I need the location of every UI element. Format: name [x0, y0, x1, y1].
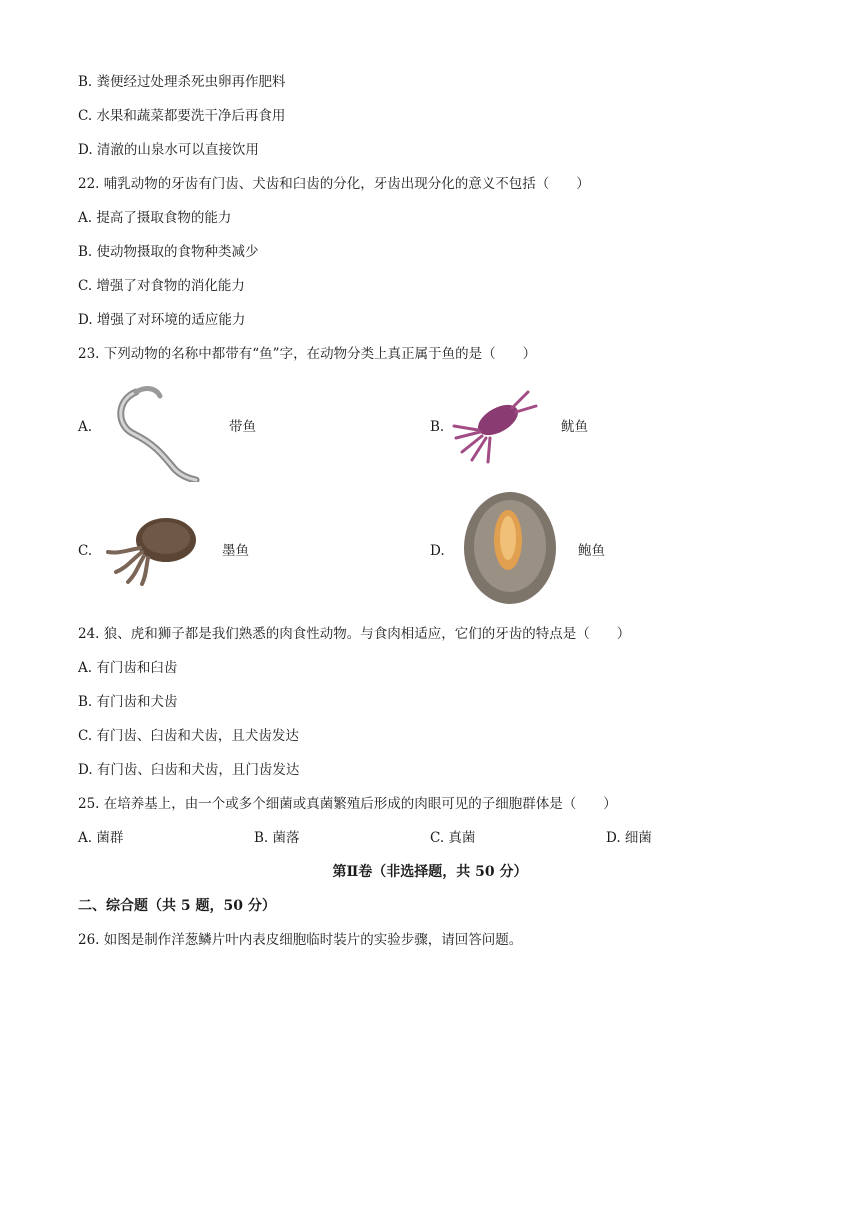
q23-option-b-letter: B.: [430, 419, 445, 435]
ribbonfish-image: [106, 378, 202, 482]
q23-option-c-name: 墨鱼: [222, 543, 249, 559]
q23-option-a-name: 带鱼: [229, 419, 256, 435]
q24-stem: 24. 狼、虎和狮子都是我们熟悉的肉食性动物。与食肉相适应，它们的牙齿的特点是（ ）: [78, 626, 631, 642]
part-2-heading: 二、综合题（共 5 题，50 分）: [78, 898, 276, 914]
q26-stem: 26. 如图是制作洋葱鳞片叶内表皮细胞临时装片的实验步骤，请回答问题。: [78, 932, 523, 948]
q23-option-a-letter: A.: [78, 419, 93, 435]
section-2-title: 第Ⅱ卷（非选择题，共 50 分）: [332, 864, 528, 880]
option-c-prev: C. 水果和蔬菜都要洗干净后再食用: [78, 108, 286, 124]
option-b-prev: B. 粪便经过处理杀死虫卵再作肥料: [78, 74, 286, 90]
q23-option-d-letter: D.: [430, 543, 445, 559]
q25-option-c: C. 真菌: [430, 830, 476, 846]
q24-option-b: B. 有门齿和犬齿: [78, 694, 178, 710]
q23-stem: 23. 下列动物的名称中都带有“鱼”字，在动物分类上真正属于鱼的是（ ）: [78, 346, 537, 362]
q23-option-b-name: 鱿鱼: [561, 419, 588, 435]
q22-option-a: A. 提高了摄取食物的能力: [78, 210, 232, 226]
q24-option-c: C. 有门齿、臼齿和犬齿，且犬齿发达: [78, 728, 299, 744]
cuttlefish-image: [102, 508, 200, 586]
q24-option-d: D. 有门齿、臼齿和犬齿，且门齿发达: [78, 762, 300, 778]
q25-option-d: D. 细菌: [606, 830, 652, 846]
q22-option-b: B. 使动物摄取的食物种类减少: [78, 244, 259, 260]
q25-stem: 25. 在培养基上，由一个或多个细菌或真菌繁殖后形成的肉眼可见的子细胞群体是（ ）: [78, 796, 617, 812]
q22-option-c: C. 增强了对食物的消化能力: [78, 278, 245, 294]
abalone-image: [456, 488, 560, 608]
q22-option-d: D. 增强了对环境的适应能力: [78, 312, 246, 328]
squid-image: [448, 380, 538, 464]
q25-option-b: B. 菌落: [254, 830, 300, 846]
q24-option-a: A. 有门齿和臼齿: [78, 660, 178, 676]
q23-option-d-name: 鲍鱼: [578, 543, 605, 559]
q25-option-a: A. 菌群: [78, 830, 124, 846]
q23-option-c-letter: C.: [78, 543, 93, 559]
option-d-prev: D. 清澈的山泉水可以直接饮用: [78, 142, 259, 158]
q22-stem: 22. 哺乳动物的牙齿有门齿、犬齿和臼齿的分化，牙齿出现分化的意义不包括（ ）: [78, 176, 590, 192]
